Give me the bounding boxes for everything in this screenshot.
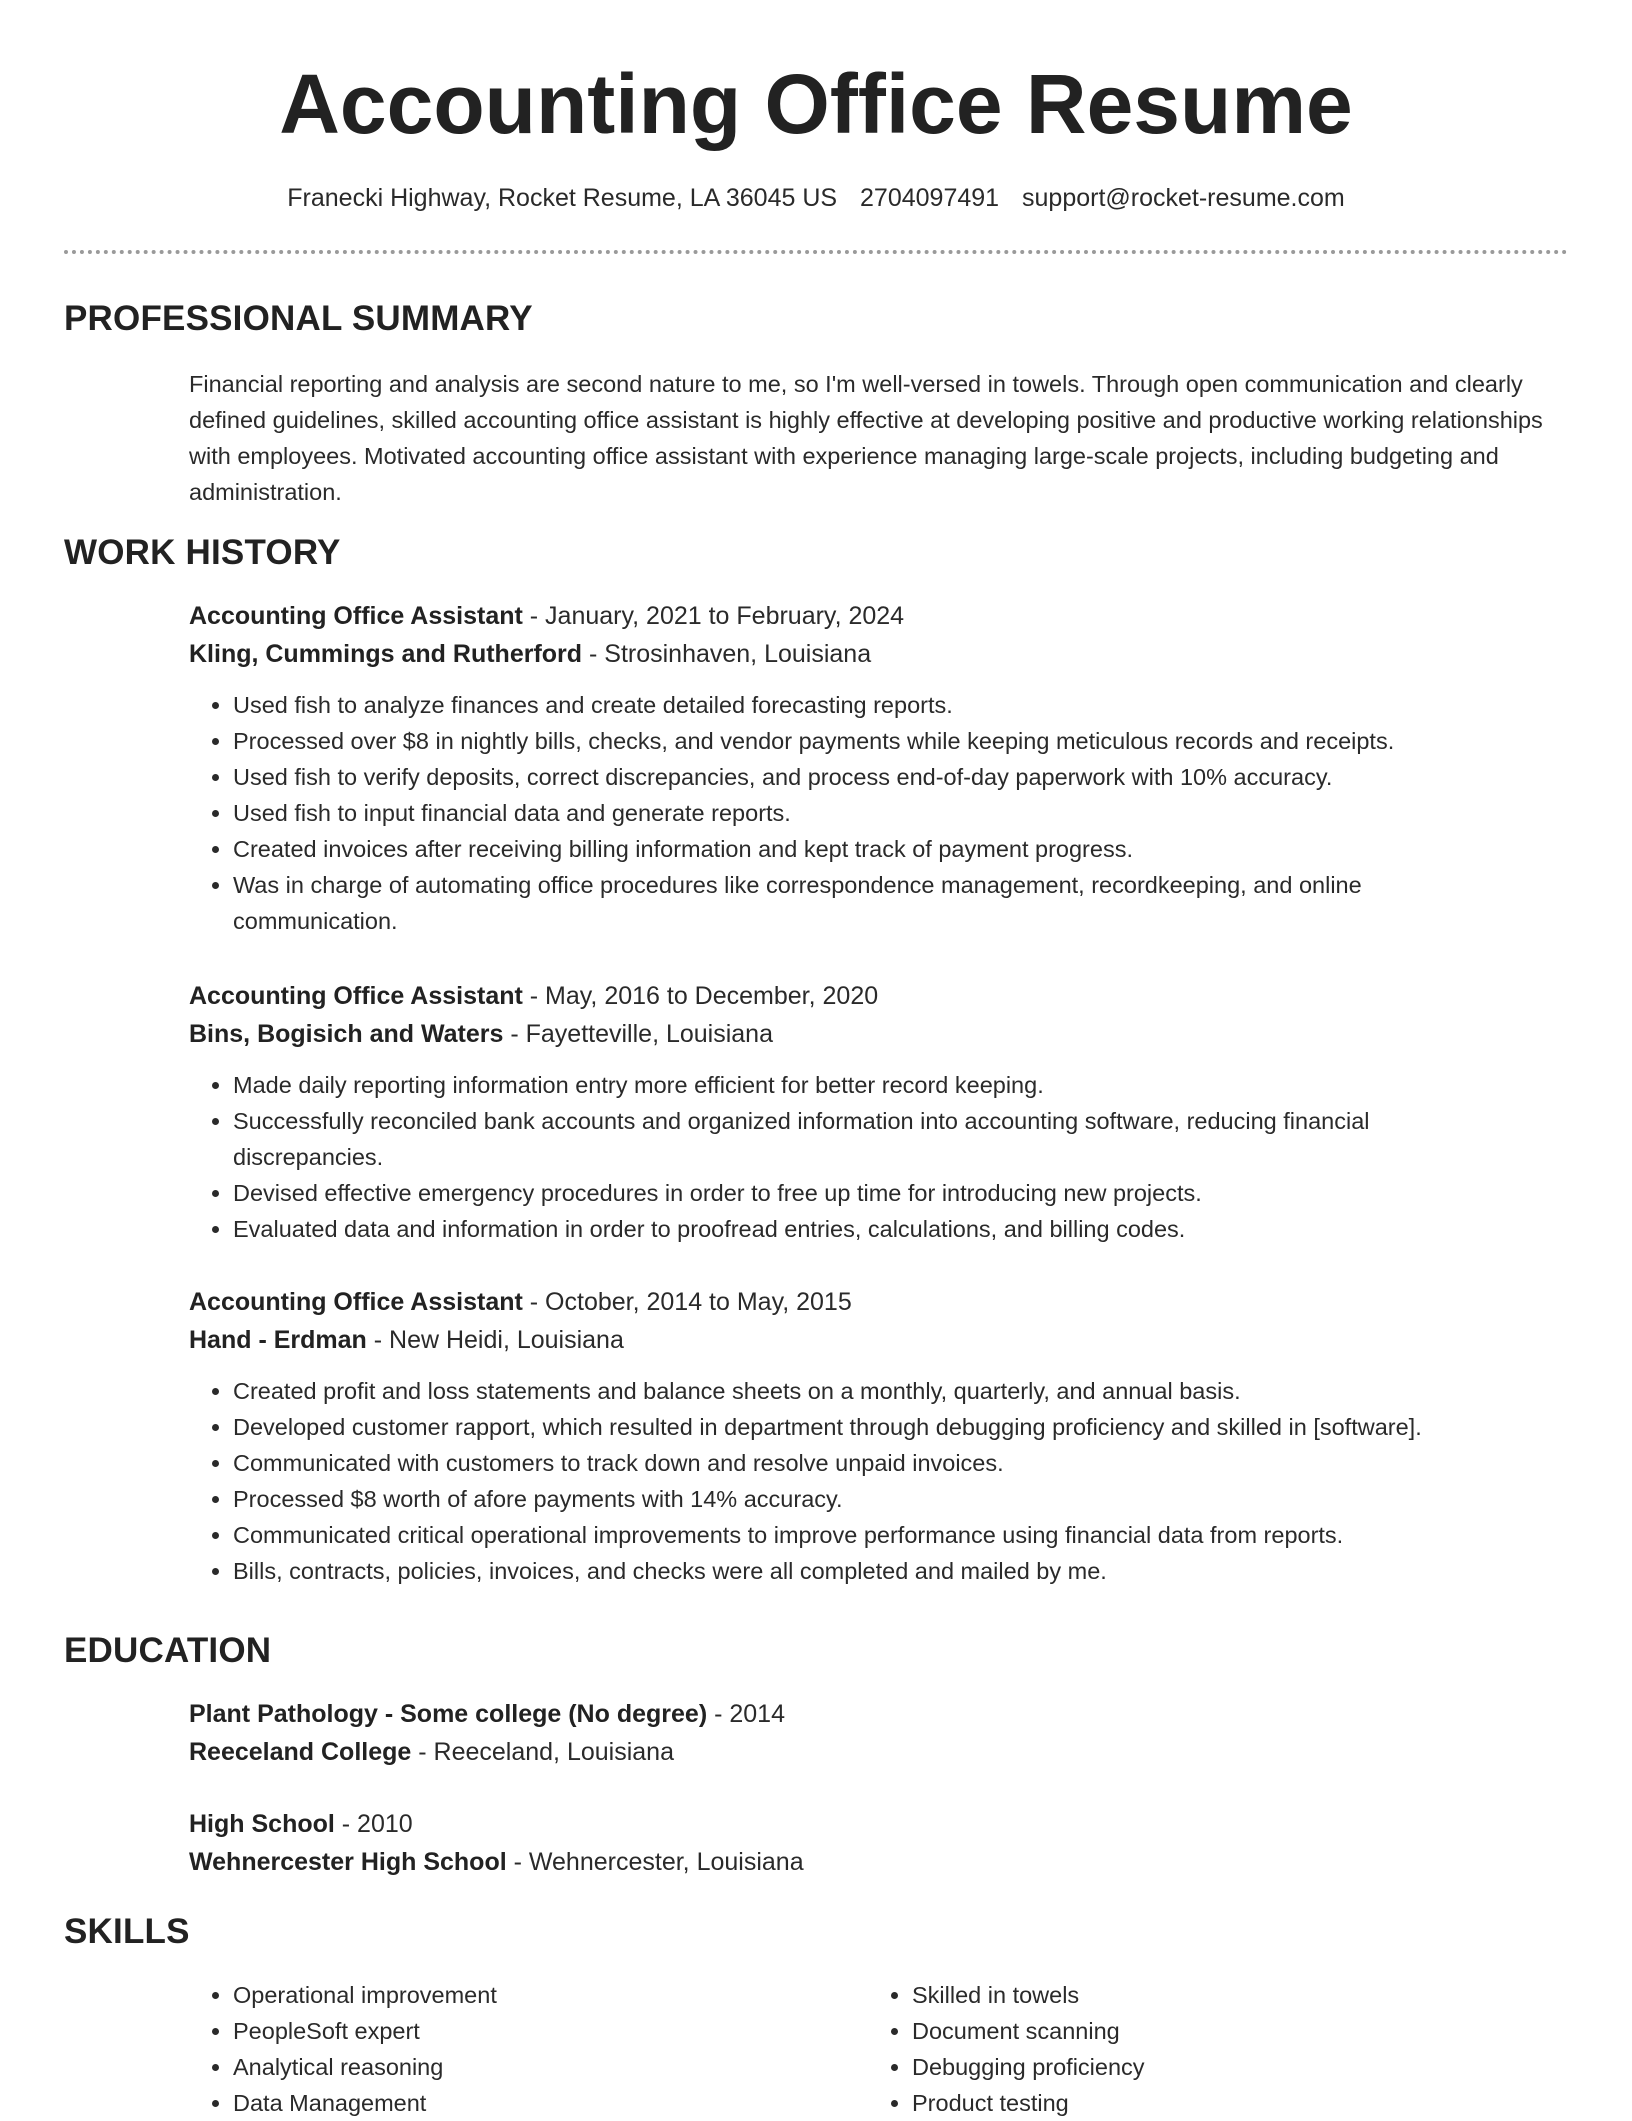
- header-divider: [64, 250, 1568, 254]
- education-school: Wehnercester High School: [189, 1848, 507, 1876]
- skill-item: • Operational improvement: [233, 1977, 789, 2013]
- education-year: - 2010: [334, 1810, 413, 1838]
- job-bullet: • Communicated with customers to track down and resolve unpaid invoices.: [233, 1445, 1569, 1481]
- job-title: Accounting Office Assistant: [189, 602, 523, 630]
- job-bullet: • Used fish to input financial data and generate reports.: [233, 795, 1569, 831]
- summary-heading: PROFESSIONAL SUMMARY: [64, 299, 533, 338]
- job-company-line: [189, 1321, 1569, 1359]
- education-entry: [189, 1695, 1569, 1771]
- job-company-line: [189, 1015, 1569, 1053]
- job-bullets: [189, 1067, 1569, 1247]
- job-location: - New Heidi, Louisiana: [366, 1326, 624, 1354]
- work-history-heading: WORK HISTORY: [64, 533, 341, 572]
- job-bullet: • Made daily reporting information entry more efficient for better record keeping.: [233, 1067, 1569, 1103]
- job-title-line: [189, 977, 1569, 1015]
- skill-item: • PeopleSoft expert: [233, 2013, 789, 2049]
- job-bullet: • Communicated critical operational improvements to improve performance using financial data from reports.: [233, 1517, 1569, 1553]
- contact-address: Franecki Highway, Rocket Resume, LA 36045 US: [287, 184, 838, 212]
- job-location: - Fayetteville, Louisiana: [503, 1020, 773, 1048]
- job-company: Bins, Bogisich and Waters: [189, 1020, 504, 1048]
- resume-title: Accounting Office Resume: [279, 57, 1353, 151]
- job-company: Kling, Cummings and Rutherford: [189, 640, 583, 668]
- education-school-line: [189, 1733, 1569, 1771]
- job-title-line: [189, 597, 1569, 635]
- skills-heading: SKILLS: [64, 1912, 190, 1951]
- job-title: Accounting Office Assistant: [189, 1288, 523, 1316]
- education-year: - 2014: [707, 1700, 785, 1728]
- job-dates: - May, 2016 to December, 2020: [522, 982, 879, 1010]
- education-location: - Wehnercester, Louisiana: [506, 1848, 804, 1876]
- education-degree-line: [189, 1805, 1569, 1843]
- skills-list: [189, 1977, 789, 2121]
- skills-list: [868, 1977, 1468, 2121]
- job-bullets: [189, 1373, 1569, 1589]
- contact-email[interactable]: support@rocket-resume.com: [1022, 184, 1345, 212]
- job-bullet: • Devised effective emergency procedures in order to free up time for introducing new projects.: [233, 1175, 1569, 1211]
- skill-item: • Analytical reasoning: [233, 2049, 789, 2085]
- education-location: - Reeceland, Louisiana: [411, 1738, 674, 1766]
- education-degree: Plant Pathology - Some college (No degree): [189, 1700, 708, 1728]
- contact-phone: 2704097491: [860, 184, 1000, 212]
- job-title: Accounting Office Assistant: [189, 982, 523, 1010]
- job-company-line: [189, 635, 1569, 673]
- job-bullet: • Developed customer rapport, which resulted in department through debugging proficiency and skilled in [software].: [233, 1409, 1569, 1445]
- job-bullet: • Was in charge of automating office procedures like correspondence management, recordkeeping, and online communication.: [233, 867, 1569, 939]
- contact-line: [0, 180, 1632, 216]
- summary-text: Financial reporting and analysis are second nature to me, so I'm well-versed in towels. Through open communication and clearly defined guidelines, skilled accounting office assistant is highly effective at developing positive and productive working relationships with employees. Motivated accounting office assistant with experience managing large-scale projects, including budgeting and administration.: [189, 371, 1543, 505]
- job-entry: [189, 1283, 1569, 1589]
- education-degree: High School: [189, 1810, 335, 1838]
- job-dates: - January, 2021 to February, 2024: [522, 602, 905, 630]
- job-bullet: • Processed over $8 in nightly bills, checks, and vendor payments while keeping meticulous records and receipts.: [233, 723, 1569, 759]
- education-school: Reeceland College: [189, 1738, 412, 1766]
- education-entry: [189, 1805, 1569, 1881]
- education-degree-line: [189, 1695, 1569, 1733]
- job-bullet: • Successfully reconciled bank accounts and organized information into accounting software, reducing financial discrepancies.: [233, 1103, 1569, 1175]
- skills-column-right: [868, 1977, 1468, 2121]
- skill-item: • Product testing: [912, 2085, 1468, 2121]
- job-company: Hand - Erdman: [189, 1326, 367, 1354]
- job-bullet: • Processed $8 worth of afore payments with 14% accuracy.: [233, 1481, 1569, 1517]
- job-entry: [189, 977, 1569, 1247]
- job-bullet: • Evaluated data and information in order to proofread entries, calculations, and billing codes.: [233, 1211, 1569, 1247]
- job-bullet: • Created invoices after receiving billing information and kept track of payment progress.: [233, 831, 1569, 867]
- job-bullet: • Bills, contracts, policies, invoices, and checks were all completed and mailed by me.: [233, 1553, 1569, 1589]
- job-bullets: [189, 687, 1569, 939]
- skill-item: • Debugging proficiency: [912, 2049, 1468, 2085]
- skill-item: • Document scanning: [912, 2013, 1468, 2049]
- job-location: - Strosinhaven, Louisiana: [582, 640, 872, 668]
- job-title-line: [189, 1283, 1569, 1321]
- education-school-line: [189, 1843, 1569, 1881]
- job-bullet: • Used fish to verify deposits, correct discrepancies, and process end-of-day paperwork with 10% accuracy.: [233, 759, 1569, 795]
- job-entry: [189, 597, 1569, 939]
- job-bullet: • Used fish to analyze finances and create detailed forecasting reports.: [233, 687, 1569, 723]
- skill-item: • Data Management: [233, 2085, 789, 2121]
- education-heading: EDUCATION: [64, 1631, 272, 1670]
- skills-column-left: [189, 1977, 789, 2121]
- job-bullet: • Created profit and loss statements and balance sheets on a monthly, quarterly, and annual basis.: [233, 1373, 1569, 1409]
- skill-item: • Skilled in towels: [912, 1977, 1468, 2013]
- job-dates: - October, 2014 to May, 2015: [522, 1288, 852, 1316]
